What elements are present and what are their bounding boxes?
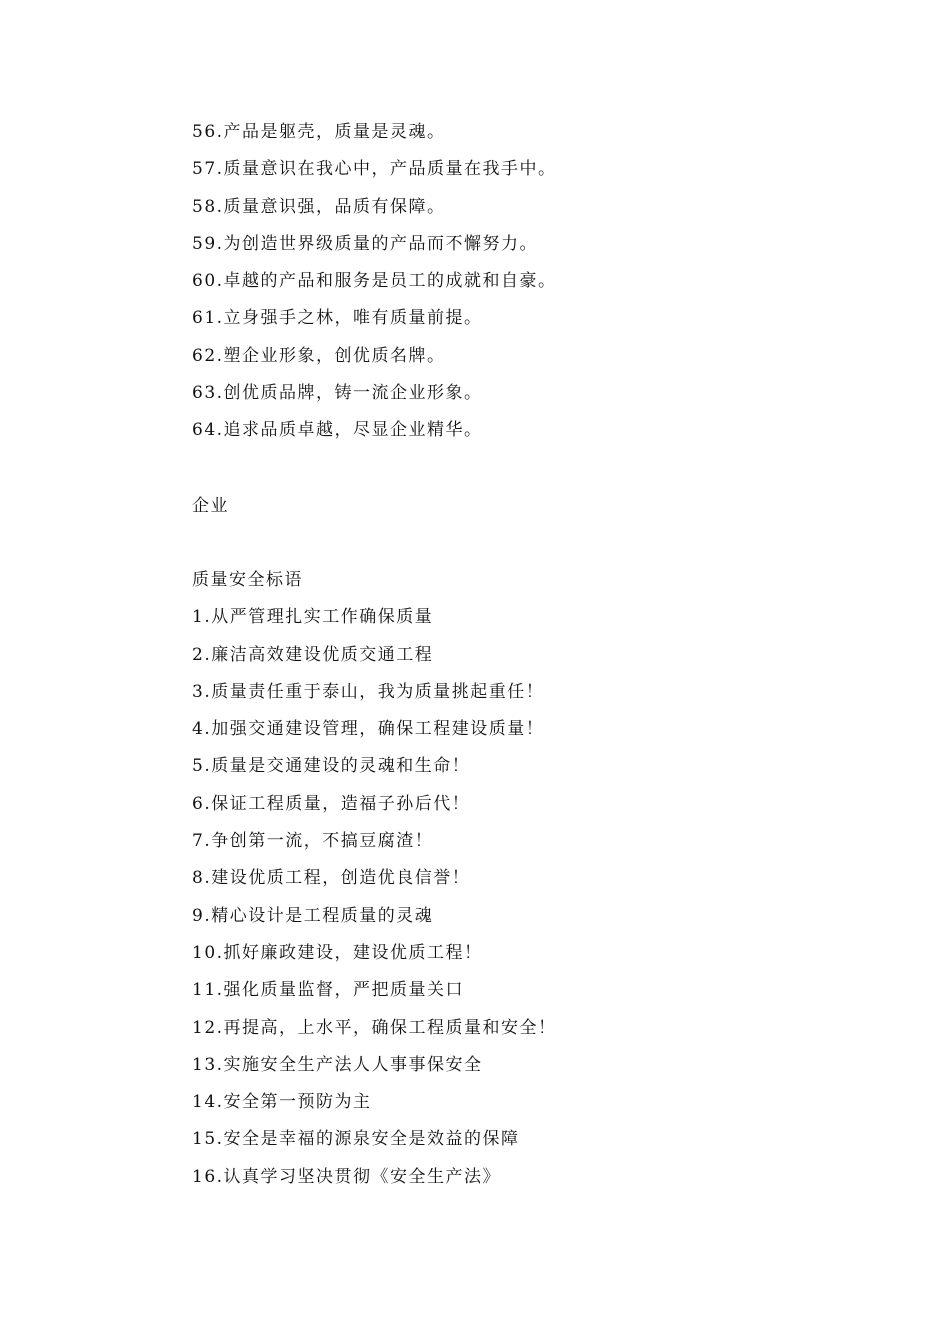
list-item: 16.认真学习坚决贯彻《安全生产法》 [192,1166,502,1187]
section-heading-text: 企业 [192,496,229,516]
list-item: 60.卓越的产品和服务是员工的成就和自豪。 [192,271,557,292]
section-heading [192,488,892,525]
list-item: 13.实施安全生产法人人事事保安全 [192,1054,483,1075]
list-item: 15.安全是幸福的源泉安全是效益的保障 [192,1129,520,1150]
list-item: 4.加强交通建设管理，确保工程建设质量！ [192,719,545,740]
slogan-list-bottom [192,562,892,1196]
list-item: 57.质量意识在我心中，产品质量在我手中。 [192,159,557,180]
list-item: 7.争创第一流，不搞豆腐渣！ [192,831,434,852]
list-item: 58.质量意识强，品质有保障。 [192,196,446,217]
list-item: 61.立身强手之林，唯有质量前提。 [192,308,483,329]
list-item: 3.质量责任重于泰山，我为质量挑起重任！ [192,681,545,702]
list-item: 1.从严管理扎实工作确保质量 [192,607,434,628]
list-item: 9.精心设计是工程质量的灵魂 [192,905,434,926]
list-item: 6.保证工程质量，造福子孙后代！ [192,793,471,814]
list-item: 59.为创造世界级质量的产品而不懈努力。 [192,233,539,254]
list-item: 11.强化质量监督，严把质量关口 [192,980,465,1001]
subheading: 质量安全标语 [192,570,303,590]
list-item: 14.安全第一预防为主 [192,1092,372,1113]
list-item: 63.创优质品牌，铸一流企业形象。 [192,383,483,404]
list-item: 8.建设优质工程，创造优良信誉！ [192,868,471,889]
list-item: 5.质量是交通建设的灵魂和生命！ [192,756,471,777]
list-item: 64.追求品质卓越，尽显企业精华。 [192,420,483,441]
slogan-list-top [192,114,892,450]
list-item: 10.抓好廉政建设，建设优质工程！ [192,942,483,963]
list-item: 56.产品是躯壳，质量是灵魂。 [192,122,446,142]
list-item: 62.塑企业形象，创优质名牌。 [192,345,446,366]
list-item: 12.再提高，上水平，确保工程质量和安全！ [192,1017,557,1038]
list-item: 2.廉洁高效建设优质交通工程 [192,644,434,665]
